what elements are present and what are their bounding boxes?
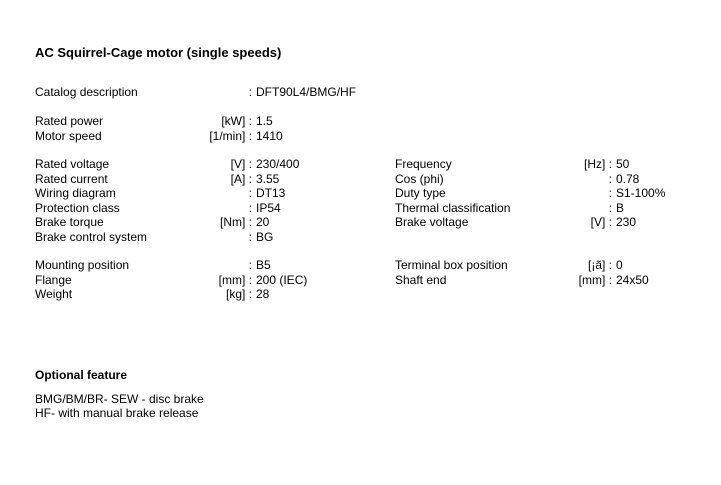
spec-row-brake-voltage [395,215,637,230]
spec-row-mounting-position [35,258,271,273]
spec-label: Catalog description [35,85,138,99]
spec-row-brake-torque [35,215,270,230]
spec-row-weight [35,287,270,302]
spec-label: Brake voltage [395,215,469,229]
spec-row-protection-class [35,200,281,216]
spec-label: Rated voltage [35,157,110,171]
spec-unit: [1/min] : [209,128,252,143]
spec-value: S1-100% [616,186,666,200]
spec-value: 0 [616,258,623,272]
spec-row-motor-speed [35,128,283,144]
spec-value: 20 [256,215,270,229]
spec-value: DFT90L4/BMG/HF [256,85,357,99]
spec-unit: : [248,200,252,215]
spec-unit: [Hz] : [583,157,612,171]
spec-label: Flange [35,272,72,287]
spec-unit: : [248,258,252,272]
spec-unit: [kg] : [225,287,252,301]
spec-label: Weight [35,287,73,301]
spec-row-shaft-end [395,272,649,288]
spec-unit: [mm] : [218,272,252,287]
spec-value: 230 [616,215,637,229]
spec-label: Rated current [35,171,108,186]
spec-unit: : [248,229,252,244]
spec-label: Mounting position [35,258,130,272]
spec-label: Brake control system [35,229,148,244]
spec-label: Cos (phi) [395,171,444,186]
spec-value: 1410 [256,128,283,143]
spec-value: BG [256,229,274,244]
spec-row-rated-current [35,171,280,187]
spec-unit: : [248,85,252,99]
spec-row-thermal-classification [395,200,625,216]
optional-feature-heading: Optional feature [35,368,128,382]
spec-label: Brake torque [35,215,104,229]
spec-row-frequency [395,157,630,172]
spec-value: 28 [256,287,270,301]
spec-label: Thermal classification [395,200,511,215]
spec-row-catalog [35,85,357,100]
spec-value: B [616,200,625,215]
spec-value: 50 [616,157,630,171]
spec-unit: [V] : [590,215,612,229]
spec-label: Shaft end [395,272,447,287]
spec-row-cos-phi [395,171,640,187]
spec-value: 24x50 [616,272,649,287]
spec-label: Protection class [35,200,120,215]
spec-unit: : [608,186,612,200]
spec-unit: [V] : [230,157,252,171]
spec-unit: : [248,186,252,200]
spec-label: Duty type [395,186,446,200]
optional-feature-line: HF- with manual brake release [35,405,199,420]
spec-value: DT13 [256,186,286,200]
spec-unit: [A] : [230,171,252,186]
spec-row-rated-power [35,114,273,129]
spec-unit: [mm] : [578,272,612,287]
spec-value: IP54 [256,200,281,215]
document-title: AC Squirrel-Cage motor (single speeds) [35,45,282,60]
spec-unit: [¡ã] : [587,258,612,272]
spec-label: Rated power [35,114,104,128]
spec-value: 3.55 [256,171,280,186]
spec-value: 200 (IEC) [256,272,308,287]
spec-value: 1.5 [256,114,273,128]
spec-row-flange [35,272,308,288]
spec-label: Motor speed [35,128,102,143]
spec-unit: [Nm] : [220,215,252,229]
spec-row-wiring-diagram [35,186,286,201]
spec-value: 0.78 [616,171,640,186]
spec-value: B5 [256,258,271,272]
spec-unit: [kW] : [221,114,252,128]
optional-feature-line: BMG/BM/BR- SEW - disc brake [35,392,204,406]
spec-row-brake-control-system [35,229,274,245]
spec-row-duty-type [395,186,666,201]
spec-unit: : [608,171,612,186]
spec-row-rated-voltage [35,157,300,172]
spec-value: 230/400 [256,157,300,171]
spec-unit: : [608,200,612,215]
spec-label: Frequency [395,157,452,171]
spec-label: Terminal box position [395,258,508,272]
spec-label: Wiring diagram [35,186,116,200]
spec-row-terminal-box-position [395,258,623,273]
